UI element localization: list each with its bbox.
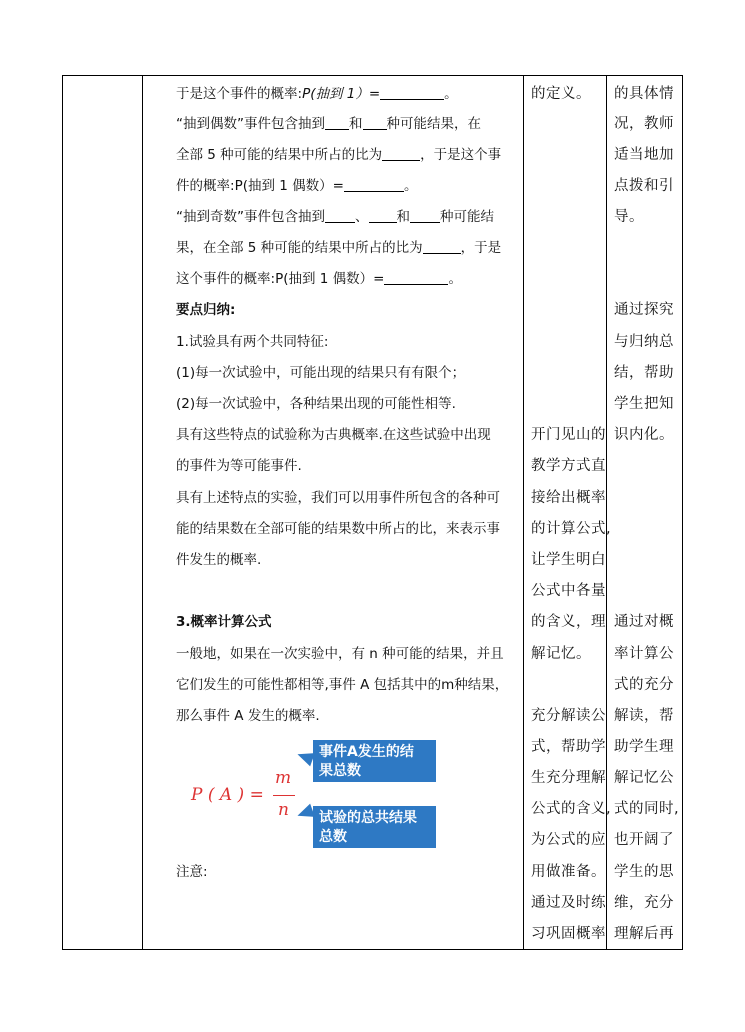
col3-line: 通过及时练 <box>531 895 606 911</box>
col4-line: 通过对概 <box>614 614 674 630</box>
note-label: 注意: <box>176 864 208 880</box>
col4-line: 也开阔了 <box>614 832 674 848</box>
table-border-right <box>682 75 683 950</box>
col4-line: 解记忆公 <box>614 770 674 786</box>
callout-top-arrow <box>295 748 315 767</box>
summary-item: (2)每一次试验中，各种结果出现的可能性相等. <box>176 396 456 412</box>
col3-line: 用做准备。 <box>531 864 606 880</box>
col4-line: 维，充分 <box>614 895 674 911</box>
col4-line: 与归纳总 <box>614 334 674 350</box>
col3-line: 充分解读公 <box>531 708 606 724</box>
col4-line: 况，教师 <box>614 116 674 132</box>
col4-line: 点拨和引 <box>614 178 674 194</box>
callout-numerator <box>313 740 436 782</box>
col3-line: 生充分理解 <box>531 770 606 786</box>
callout-text: 事件A发生的结 <box>319 744 414 760</box>
col4-line: 式的充分 <box>614 677 674 693</box>
col4-line: 式的同时, <box>614 801 680 817</box>
text-line: “抽到奇数”事件包含抽到 、 和 种可能结 <box>176 209 494 225</box>
col3-line: 接给出概率 <box>531 490 606 506</box>
table-border-left <box>62 75 63 950</box>
col4-line: 助学生理 <box>614 739 674 755</box>
formula-lhs: P ( A ) = <box>191 785 264 805</box>
col4-line: 理解后再 <box>614 926 674 942</box>
col3-line: 习巩固概率 <box>531 926 606 942</box>
summary-item: 的事件为等可能事件. <box>176 458 302 474</box>
col4-line: 通过探究 <box>614 302 674 318</box>
col4-line: 结，帮助 <box>614 365 674 381</box>
col4-line: 识内化。 <box>614 427 674 443</box>
col4-line: 适当地加 <box>614 147 674 163</box>
col3-line: 让学生明白 <box>531 552 606 568</box>
col3-line: 的计算公式, <box>531 521 612 537</box>
text-line: 件的概率:P(抽到 1 偶数）= 。 <box>176 178 418 194</box>
col4-line: 导。 <box>614 209 644 225</box>
col3-line: 为公式的应 <box>531 832 606 848</box>
col3-line: 教学方式直 <box>531 458 606 474</box>
formula-numerator: m <box>275 768 292 788</box>
summary-item: 件发生的概率. <box>176 552 262 568</box>
col4-line: 学生把知 <box>614 396 674 412</box>
col4-line: 的具体情 <box>614 86 674 102</box>
summary-item: 具有上述特点的实验，我们可以用事件所包含的各种可 <box>176 490 500 506</box>
callout-bottom-arrow <box>295 804 315 823</box>
summary-item: 具有这些特点的试验称为古典概率.在这些试验中出现 <box>176 427 491 443</box>
text-line: 于是这个事件的概率:P(抽到 1）= 。 <box>176 86 458 102</box>
callout-denominator <box>313 806 436 848</box>
col3-line: 式，帮助学 <box>531 739 606 755</box>
col3-line: 公式中各量 <box>531 583 606 599</box>
table-border-top <box>62 75 682 76</box>
text-line: “抽到偶数”事件包含抽到 和 种可能结果，在 <box>176 116 481 132</box>
text-line: 全部 5 种可能的结果中所占的比为 ，于是这个事 <box>176 147 502 163</box>
col3-line: 的定义。 <box>531 86 591 102</box>
summary-item: 1.试验具有两个共同特征: <box>176 334 329 350</box>
text-line: 果，在全部 5 种可能的结果中所占的比为 ，于是 <box>176 240 502 256</box>
col3-line: 开门见山的 <box>531 427 606 443</box>
text-line: 这个事件的概率:P(抽到 1 偶数）= 。 <box>176 271 462 287</box>
table-divider-2 <box>523 75 524 950</box>
formula-denominator: n <box>278 800 289 820</box>
col3-line: 的含义，理 <box>531 614 606 630</box>
col4-line: 解读，帮 <box>614 708 674 724</box>
callout-text: 果总数 <box>319 763 361 779</box>
callout-text: 总数 <box>319 829 347 845</box>
col3-line: 解记忆。 <box>531 646 591 662</box>
section-line: 一般地，如果在一次实验中，有 n 种可能的结果，并且 <box>176 646 504 662</box>
summary-item: 能的结果数在全部可能的结果数中所占的比，来表示事 <box>176 521 500 537</box>
table-divider-1 <box>142 75 143 950</box>
section-title: 3.概率计算公式 <box>176 614 272 630</box>
table-border-bottom <box>62 949 682 950</box>
callout-text: 试验的总共结果 <box>319 810 417 826</box>
section-line: 那么事件 A 发生的概率. <box>176 708 320 724</box>
fraction-bar <box>273 795 295 796</box>
col4-line: 率计算公 <box>614 646 674 662</box>
col4-line: 学生的思 <box>614 864 674 880</box>
section-line: 它们发生的可能性都相等,事件 A 包括其中的m种结果， <box>176 677 509 693</box>
summary-item: (1)每一次试验中，可能出现的结果只有有限个； <box>176 365 466 381</box>
col3-line: 公式的含义, <box>531 801 612 817</box>
summary-title: 要点归纳: <box>176 302 236 318</box>
